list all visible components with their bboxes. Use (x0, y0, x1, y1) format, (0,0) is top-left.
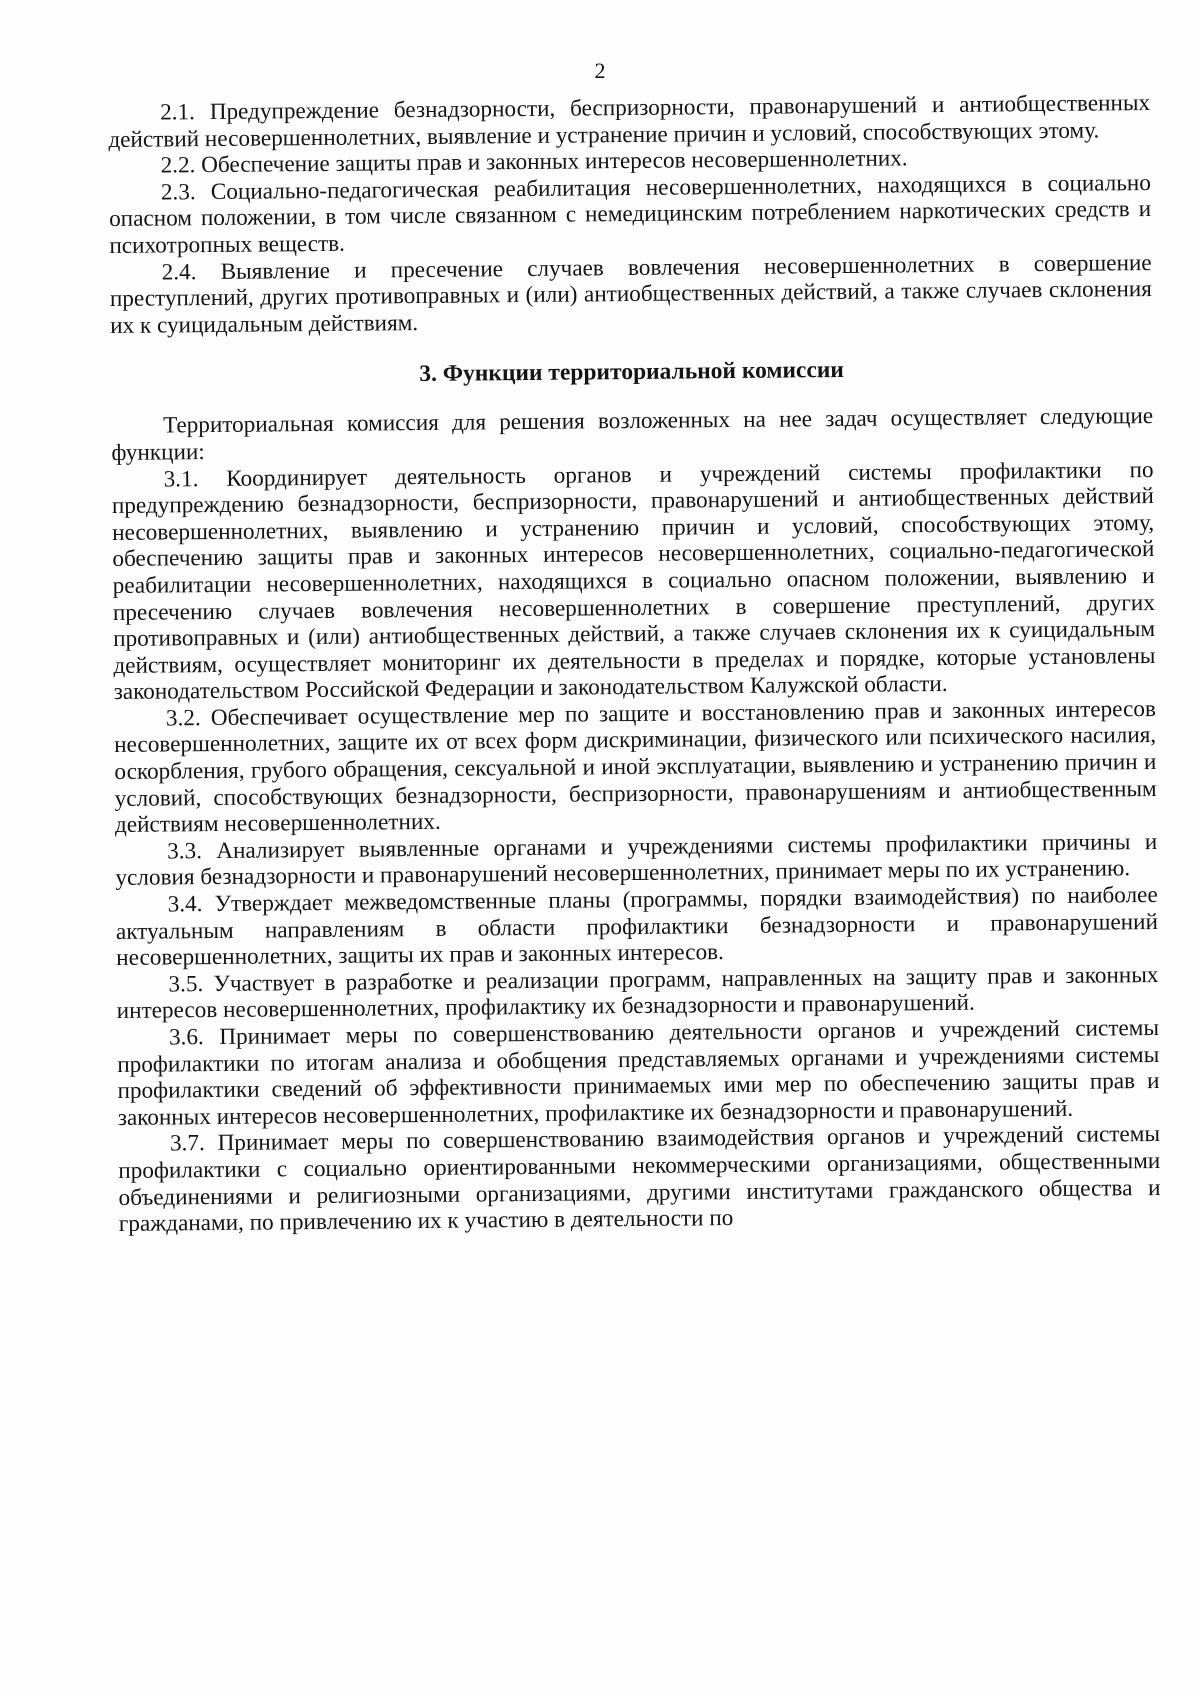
paragraph-3-1: 3.1. Координирует деятельность органов и учреждений системы профилактики по предупреждению безнадзорности, беспризорности, правонарушений и антиобщественных действий несовершеннолетних, выявлению и устранению причин и условий, способствующих этому, обеспечению защиты прав и законных интересов несовершеннолетних, социально-педагогической реабилитации несовершеннолетних, находящихся в социально опасном положении, выявлению и пресечению случаев вовлечения несовершеннолетних в совершение преступлений, других противоправных и (или) антиобщественных действий, а также случаев склонения их к суицидальным действиям, осуществляет мониторинг их деятельности в пределах и порядке, которые установлены законодательством Российской Федерации и законодательством Калужской области. (111, 456, 1156, 706)
paragraph-2-1: 2.1. Предупреждение безнадзорности, беспризорности, правонарушений и антиобщественных действий несовершеннолетних, выявление и устранение причин и условий, способствующих этому. (108, 89, 1151, 153)
paragraph-3-2: 3.2. Обеспечивает осуществление мер по защите и восстановлению прав и законных интересов несовершеннолетних, защите их от всех форм дискриминации, физического или психического насилия, оскорбления, грубого обращения, сексуальной и иной эксплуатации, выявлению и устранению причин и условий, способствующих безнадзорности, беспризорности, правонарушениям и антиобщественным действиям несовершеннолетних. (114, 695, 1157, 839)
paragraph-3-4: 3.4. Утверждает межведомственные планы (программы, порядки взаимодействия) по наиболее актуальным направлениям в области профилактики безнадзорности и правонарушений несовершеннолетних, защиты их прав и законных интересов. (115, 881, 1159, 972)
paragraph-3-5: 3.5. Участвует в разработке и реализации программ, направленных на защиту прав и законных интересов несовершеннолетних, профилактику их безнадзорности и правонарушений. (116, 961, 1159, 1025)
section-heading: 3. Функции территориальной комиссии (419, 357, 845, 388)
section-intro: Территориальная комиссия для решения возложенных на нее задач осуществляет следующие функции: (111, 403, 1154, 466)
paragraph-2-4: 2.4. Выявление и пресечение случаев вовлечения несовершеннолетних в совершение преступлений, других противоправных и (или) антиобщественных действий, а также случаев склонения их к суицидальным действиям. (109, 249, 1152, 339)
paragraph-3-3: 3.3. Анализирует выявленные органами и учреждениями системы профилактики причины и условия безнадзорности и правонарушений несовершеннолетних, принимает меры по их устранению. (115, 828, 1158, 892)
paragraph-3-6: 3.6. Принимает меры по совершенствованию деятельности органов и учреждений системы профилактики по итогам анализа и обобщения представляемых органами и учреждениями системы профилактики сведений об эффективности принимаемых ими мер по обеспечению защиты прав и законных интересов несовершеннолетних, профилактике их безнадзорности и правонарушений. (117, 1014, 1160, 1131)
document-body (108, 90, 1161, 1238)
paragraph-2-2: 2.2. Обеспечение защиты прав и законных интересов несовершеннолетних. (160, 145, 908, 179)
paragraph-3-7: 3.7. Принимает меры по совершенствованию взаимодействия органов и учреждений системы профилактики с социально ориентированными некоммерческими организациями, общественными объединениями и религиозными организациями, другими институтами гражданского общества и гражданами, по привлечению их к участию в деятельности по (118, 1121, 1161, 1238)
page-number: 2 (594, 58, 606, 83)
paragraph-2-3: 2.3. Социально-педагогическая реабилитация несовершеннолетних, находящихся в социально опасном положении, в том числе связанном с немедицинским потреблением наркотических средств и психотропных веществ. (109, 169, 1152, 259)
